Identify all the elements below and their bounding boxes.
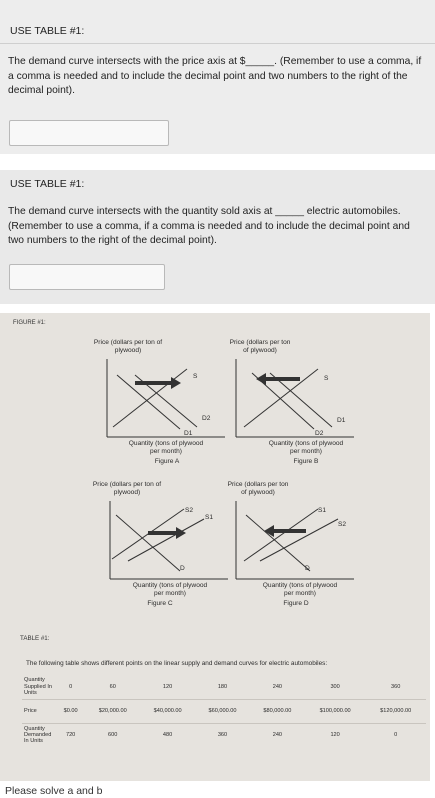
table-cell: 120 bbox=[162, 683, 173, 690]
figure-d-ylabel: Price (dollars per ton of plywood) bbox=[227, 481, 289, 496]
row-header: Quantity Demanded In Units bbox=[22, 723, 56, 747]
figure-d-xlabel: Quantity (tons of plywood per month) bbox=[262, 582, 338, 597]
shift-arrow-head bbox=[176, 527, 186, 539]
table-cell: 0 bbox=[365, 723, 426, 747]
figure-d-label-s1: S1 bbox=[318, 507, 327, 514]
figure-b-label-d2: D2 bbox=[315, 430, 324, 437]
table-row-quantity-supplied bbox=[22, 675, 426, 699]
table-cell: $20,000.00 bbox=[85, 699, 140, 723]
row-header: Price bbox=[22, 699, 56, 723]
table-cell: 60 bbox=[109, 683, 116, 690]
question-1-text: The demand curve intersects with the price axis at $_____. (Remember to use a comma, if a comma is needed and to include the decimal point and two numbers to the right of the decimal point). bbox=[8, 56, 422, 96]
table-cell: 300 bbox=[330, 683, 340, 690]
figure-c-caption: Figure C bbox=[147, 600, 173, 607]
supply-curve-s2 bbox=[260, 519, 338, 561]
table-title: TABLE #1: bbox=[20, 635, 50, 642]
table-cell: 600 bbox=[85, 723, 140, 747]
table-description: The following table shows different points on the linear supply and demand curves for electric automobiles: bbox=[26, 660, 328, 667]
table-cell: 360 bbox=[195, 723, 250, 747]
figure-a-label-d2: D2 bbox=[202, 415, 211, 422]
question-1-heading: USE TABLE #1: bbox=[10, 25, 85, 37]
figure-b-xlabel: Quantity (tons of plywood per month) bbox=[268, 440, 344, 455]
question-2-heading: USE TABLE #1: bbox=[10, 178, 85, 190]
figure-d-label-d: D bbox=[305, 565, 310, 572]
table-cell: 480 bbox=[140, 723, 195, 747]
table-cell: $100,000.00 bbox=[305, 699, 366, 723]
table-cell: 360 bbox=[391, 683, 401, 690]
footer-note: Please solve a and b bbox=[5, 785, 103, 797]
table-cell: $0.00 bbox=[56, 699, 85, 723]
question-2-answer-input[interactable] bbox=[9, 264, 165, 290]
table-row-price bbox=[22, 699, 426, 723]
figure-c-label-s2: S2 bbox=[185, 507, 194, 514]
table-row-quantity-demanded bbox=[22, 723, 426, 747]
figure-d-graph bbox=[214, 479, 374, 629]
question-1-answer-input[interactable] bbox=[9, 120, 169, 146]
figure-title: FIGURE #1: bbox=[13, 320, 46, 326]
figure-c-label-s1: S1 bbox=[205, 514, 214, 521]
figure-d-label-s2: S2 bbox=[338, 521, 347, 528]
question-2-panel bbox=[0, 170, 435, 304]
table-cell: 0 bbox=[69, 683, 73, 690]
figure-a-xlabel: Quantity (tons of plywood per month) bbox=[128, 440, 204, 455]
figure-c-label-d: D bbox=[180, 565, 185, 572]
table-cell: 240 bbox=[250, 723, 305, 747]
figure-b-ylabel: Price (dollars per ton of plywood) bbox=[229, 339, 291, 354]
figure-a-label-s: S bbox=[193, 373, 198, 380]
supply-demand-table bbox=[22, 675, 426, 747]
table-cell: 180 bbox=[217, 683, 228, 690]
question-2-text: The demand curve intersects with the quantity sold axis at _____ electric automobiles. (Remember to use a comma, if a comma is needed and to include the decimal point and two numbers to the right of the decimal point). bbox=[8, 206, 410, 246]
figure-c-ylabel: Price (dollars per ton of plywood) bbox=[92, 481, 162, 496]
figure-a-ylabel: Price (dollars per ton of plywood) bbox=[93, 339, 163, 354]
row-header: Quantity Supplied In Units bbox=[24, 677, 52, 696]
table-cell: $40,000.00 bbox=[140, 699, 195, 723]
figure-b-label-s: S bbox=[324, 375, 329, 382]
table-cell: $120,000.00 bbox=[365, 699, 426, 723]
demand-curve bbox=[246, 515, 310, 571]
figure-c-xlabel: Quantity (tons of plywood per month) bbox=[132, 582, 208, 597]
table-cell: 720 bbox=[56, 723, 85, 747]
figure-a-label-d1: D1 bbox=[184, 430, 193, 437]
demand-curve-d1 bbox=[270, 373, 332, 427]
figure-b-caption: Figure B bbox=[293, 458, 319, 465]
figure-photo bbox=[0, 313, 430, 781]
demand-curve bbox=[116, 515, 180, 571]
figure-b-label-d1: D1 bbox=[337, 417, 346, 424]
shift-arrow-head bbox=[256, 373, 266, 385]
figure-d-caption: Figure D bbox=[283, 600, 309, 607]
figure-b-graph bbox=[214, 337, 374, 487]
figure-a-caption: Figure A bbox=[154, 458, 180, 465]
table-cell: $60,000.00 bbox=[195, 699, 250, 723]
supply-curve-s1 bbox=[244, 509, 318, 561]
table-cell: 120 bbox=[305, 723, 366, 747]
supply-curve bbox=[113, 369, 187, 427]
table-cell: $80,000.00 bbox=[250, 699, 305, 723]
divider bbox=[0, 43, 435, 44]
question-1-panel bbox=[0, 0, 435, 154]
table-cell: 240 bbox=[272, 683, 283, 690]
shift-arrow-head bbox=[171, 377, 181, 389]
